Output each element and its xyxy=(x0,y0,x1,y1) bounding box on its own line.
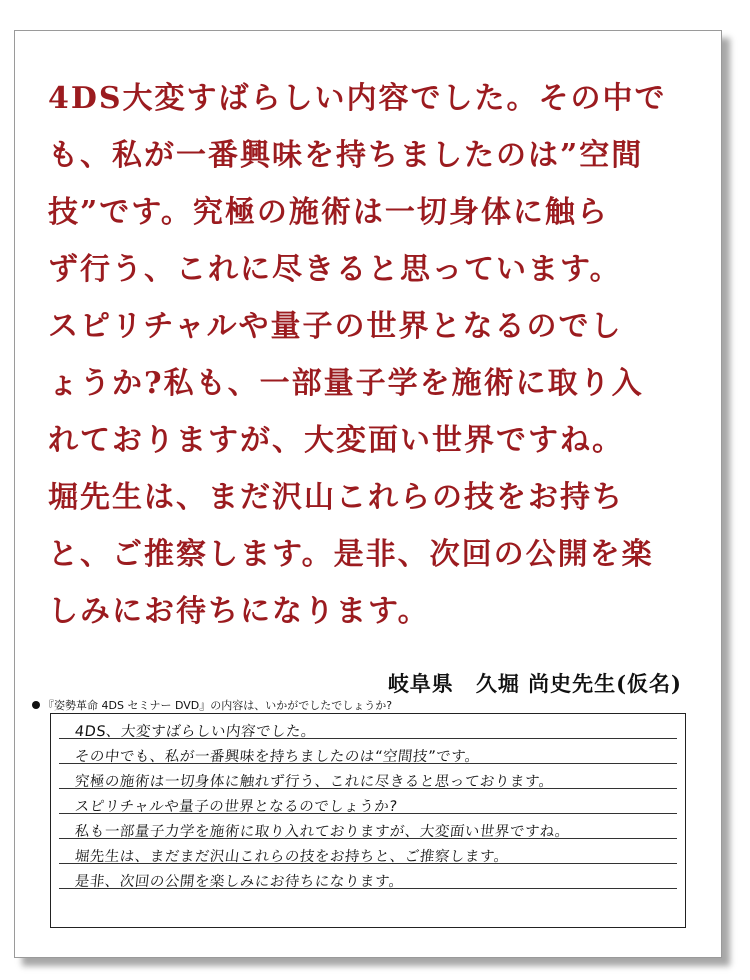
survey-question-text: 『姿勢革命 4DS セミナー DVD』の内容は、いかがでしたでしょうか? xyxy=(43,699,393,712)
testimonial-line: ず行う、これに尽きると思っています。 xyxy=(48,252,622,287)
handwritten-line: 私も一部量子力学を施術に取り入れておりますが、大変面い世界ですね。 xyxy=(74,824,571,840)
survey-question xyxy=(32,697,512,713)
handwritten-line: 究極の施術は一切身体に触れず行う、これに尽きると思っております。 xyxy=(74,774,555,790)
handwritten-line: その中でも、私が一番興味を持ちましたのは“空間技”です。 xyxy=(74,749,481,765)
testimonial-line: 4DS大変すばらしい内容でした。その中で xyxy=(48,81,667,116)
author-signature xyxy=(366,668,682,698)
handwritten-line: 堀先生は、まだまだ沢山これらの技をお持ちと、ご推察します。 xyxy=(74,849,510,865)
testimonial-line: しみにお待ちになります。 xyxy=(48,594,430,629)
testimonial-line: れておりますが、大変面い世界ですね。 xyxy=(48,423,624,458)
testimonial-line: 堀先生は、まだ沢山これらの技をお持ち xyxy=(48,480,624,515)
testimonial-line: も、私が一番興味を持ちましたのは”空間 xyxy=(48,138,644,173)
testimonial-line: 技”です。究極の施術は一切身体に触ら xyxy=(48,195,609,230)
testimonial-line: スピリチャルや量子の世界となるのでし xyxy=(48,309,623,344)
handwritten-line: 是非、次回の公開を楽しみにお待ちになります。 xyxy=(74,874,405,890)
handwritten-line: 4DS、大変すばらしい内容でした。 xyxy=(74,724,317,740)
handwritten-line: スピリチャルや量子の世界となるのでしょうか? xyxy=(74,799,399,815)
bullet-icon xyxy=(32,701,40,709)
author-name: 久堀 尚史先生(仮名) xyxy=(475,671,682,696)
testimonial-text xyxy=(48,70,688,640)
author-prefecture: 岐阜県 xyxy=(387,671,454,696)
testimonial-line: ょうか?私も、一部量子学を施術に取り入 xyxy=(48,366,644,401)
handwritten-survey-box xyxy=(50,713,686,928)
testimonial-line: と、ご推察します。是非、次回の公開を楽 xyxy=(48,537,654,572)
